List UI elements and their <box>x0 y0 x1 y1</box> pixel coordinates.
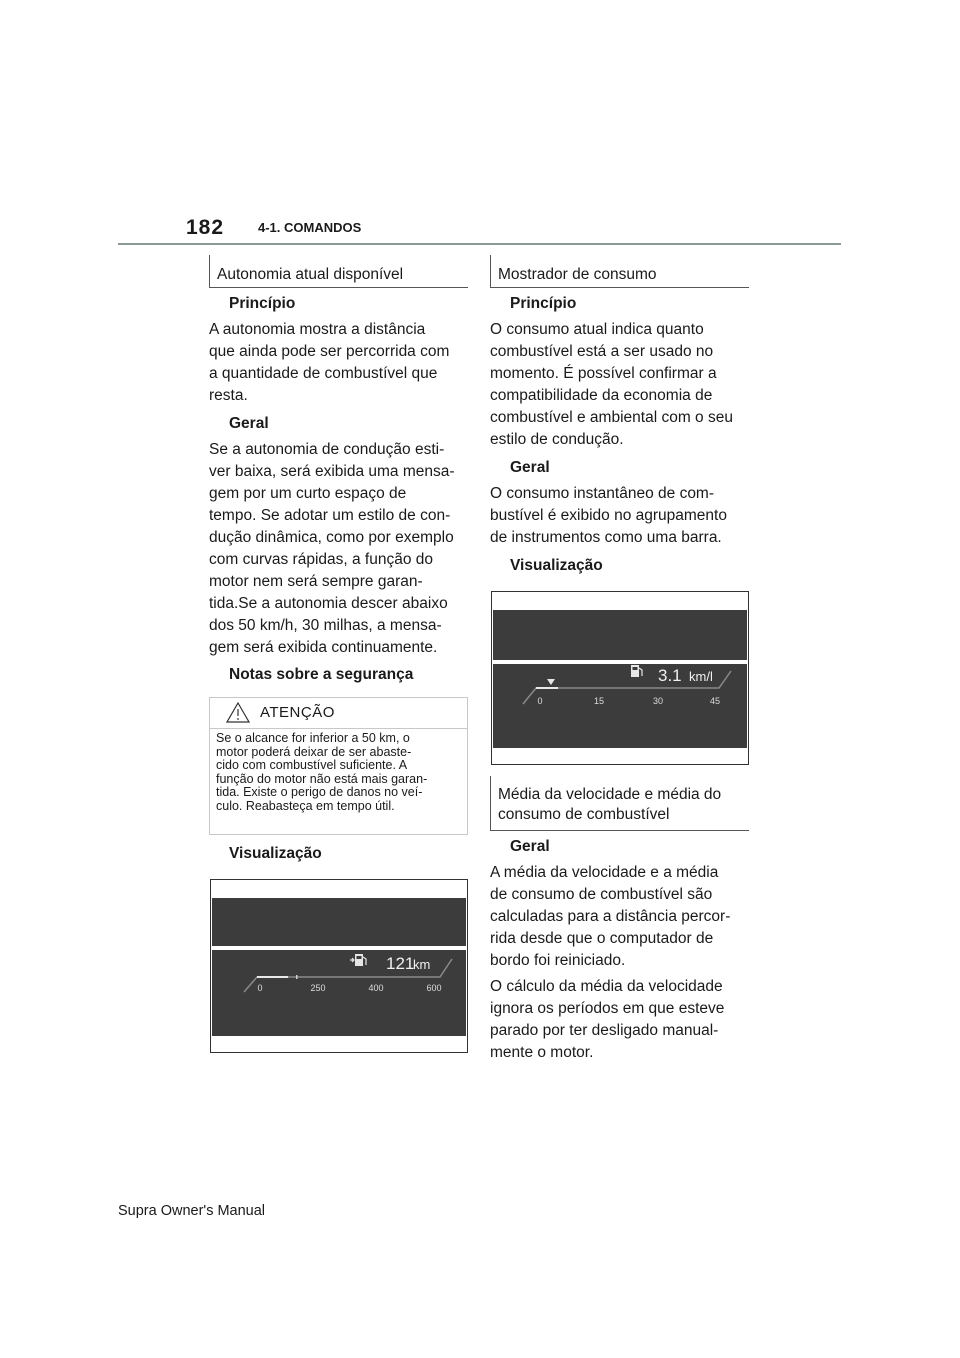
text-line: combustível está a ser usado no <box>490 343 714 360</box>
range-value: 121 <box>386 954 415 973</box>
paragraph-principio-right <box>490 319 760 451</box>
text-line: motor nem será sempre garan- <box>209 573 423 590</box>
text-line: ignora os períodos em que esteve <box>490 1000 725 1017</box>
header-rule <box>118 243 841 245</box>
footer-manual-title: Supra Owner's Manual <box>118 1203 266 1219</box>
text-line: de instrumentos como uma barra. <box>490 529 722 546</box>
tick-label: 250 <box>310 983 326 993</box>
text-line: que ainda pode ser percorrida com <box>209 343 450 360</box>
warning-triangle-icon <box>226 702 250 723</box>
text-line: A média da velocidade e a média <box>490 864 719 881</box>
text-line: Se a autonomia de condução esti- <box>209 441 445 458</box>
gauge-marker <box>296 975 298 979</box>
warning-header <box>210 698 467 729</box>
text-line: O cálculo da média da velocidade <box>490 978 723 995</box>
warning-title: ATENÇÃO <box>260 704 335 721</box>
warning-box <box>209 697 468 835</box>
paragraph-geral-left <box>209 439 479 659</box>
consumption-value: 3.1 <box>658 666 682 685</box>
text-line: parado por ter desligado manual- <box>490 1022 719 1039</box>
display-top-panel <box>493 610 747 660</box>
text-line: Média da velocidade e média do <box>498 786 722 803</box>
heading-media-velocidade <box>490 776 749 831</box>
paragraph-geral-right-2 <box>490 862 760 972</box>
text-line: momento. É possível confirmar a <box>490 365 717 382</box>
text-line: cido com combustível suficiente. A <box>216 758 408 772</box>
range-display-screenshot <box>210 879 468 1053</box>
range-gauge <box>212 950 466 1036</box>
text-line: função do motor não está mais garan- <box>216 771 428 786</box>
text-line: compatibilidade da economia de <box>490 387 713 404</box>
consumption-unit: km/l <box>689 669 713 684</box>
section-title: 4-1. COMANDOS <box>258 220 362 235</box>
tick-label: 600 <box>426 983 442 993</box>
text-line: O consumo atual indica quanto <box>490 321 704 338</box>
text-line: gem por um curto espaço de <box>209 485 407 502</box>
text-line: mente o motor. <box>490 1044 594 1061</box>
text-line: ver baixa, será exibida uma mensa- <box>209 463 455 480</box>
text-line: combustível e ambiental com o seu <box>490 409 733 426</box>
tick-label: 0 <box>257 983 263 993</box>
text-line: tempo. Se adotar um estilo de con- <box>209 507 451 524</box>
subheading-notas: Notas sobre a segurança <box>229 666 414 683</box>
text-line: bustível é exibido no agrupamento <box>490 507 727 524</box>
text-line: culo. Reabasteça em tempo útil. <box>216 798 395 813</box>
text-line: tida.Se a autonomia descer abaixo <box>209 595 448 612</box>
text-line: a quantidade de combustível que <box>209 365 438 382</box>
subheading-geral-right: Geral <box>510 459 550 476</box>
subheading-geral-right-2: Geral <box>510 838 550 855</box>
text-line: de consumo de combustível são <box>490 886 713 903</box>
text-line: calculadas para a distância percor- <box>490 908 731 925</box>
consumption-gauge <box>493 664 747 748</box>
heading-autonomia: Autonomia atual disponível <box>209 255 468 288</box>
tick-label: 400 <box>368 983 384 993</box>
page-number: 182 <box>186 216 225 239</box>
text-line: resta. <box>209 387 248 404</box>
warning-text <box>216 732 462 813</box>
tick-label: 45 <box>709 696 721 706</box>
text-line: bordo foi reiniciado. <box>490 952 626 969</box>
text-line: dução dinâmica, como por exemplo <box>209 529 454 546</box>
subheading-visualizacao-right: Visualização <box>510 557 603 574</box>
text-line: rida desde que o computador de <box>490 930 714 947</box>
tick-label: 15 <box>593 696 605 706</box>
heading-mostrador-consumo: Mostrador de consumo <box>490 255 749 288</box>
text-line: consumo de combustível <box>498 806 670 823</box>
paragraph-calculo <box>490 976 760 1064</box>
text-line: motor poderá deixar de ser abaste- <box>216 744 412 759</box>
consumption-display-screenshot <box>491 591 749 765</box>
range-unit: km <box>413 957 431 972</box>
text-line: com curvas rápidas, a função do <box>209 551 434 568</box>
fuel-pump-icon <box>350 954 366 966</box>
text-line: dos 50 km/h, 30 milhas, a mensa- <box>209 617 442 634</box>
display-top-panel <box>212 898 466 946</box>
tick-label: 30 <box>652 696 664 706</box>
text-line: tida. Existe o perigo de danos no veí- <box>216 785 423 799</box>
text-line: A autonomia mostra a distância <box>209 321 426 338</box>
subheading-geral-left: Geral <box>229 415 269 432</box>
text-line: Se o alcance for inferior a 50 km, o <box>216 731 410 745</box>
subheading-principio-right: Princípio <box>510 295 577 312</box>
text-line: O consumo instantâneo de com- <box>490 485 715 502</box>
tick-label: 0 <box>537 696 543 706</box>
gauge-pointer-icon <box>547 679 555 685</box>
paragraph-geral-right <box>490 483 760 549</box>
subheading-visualizacao-left: Visualização <box>229 845 322 862</box>
paragraph-principio-left <box>209 319 479 407</box>
text-line: gem será exibida continuamente. <box>209 639 438 656</box>
fuel-pump-icon <box>631 665 642 677</box>
subheading-principio-left: Princípio <box>229 295 296 312</box>
text-line: estilo de condução. <box>490 431 624 448</box>
